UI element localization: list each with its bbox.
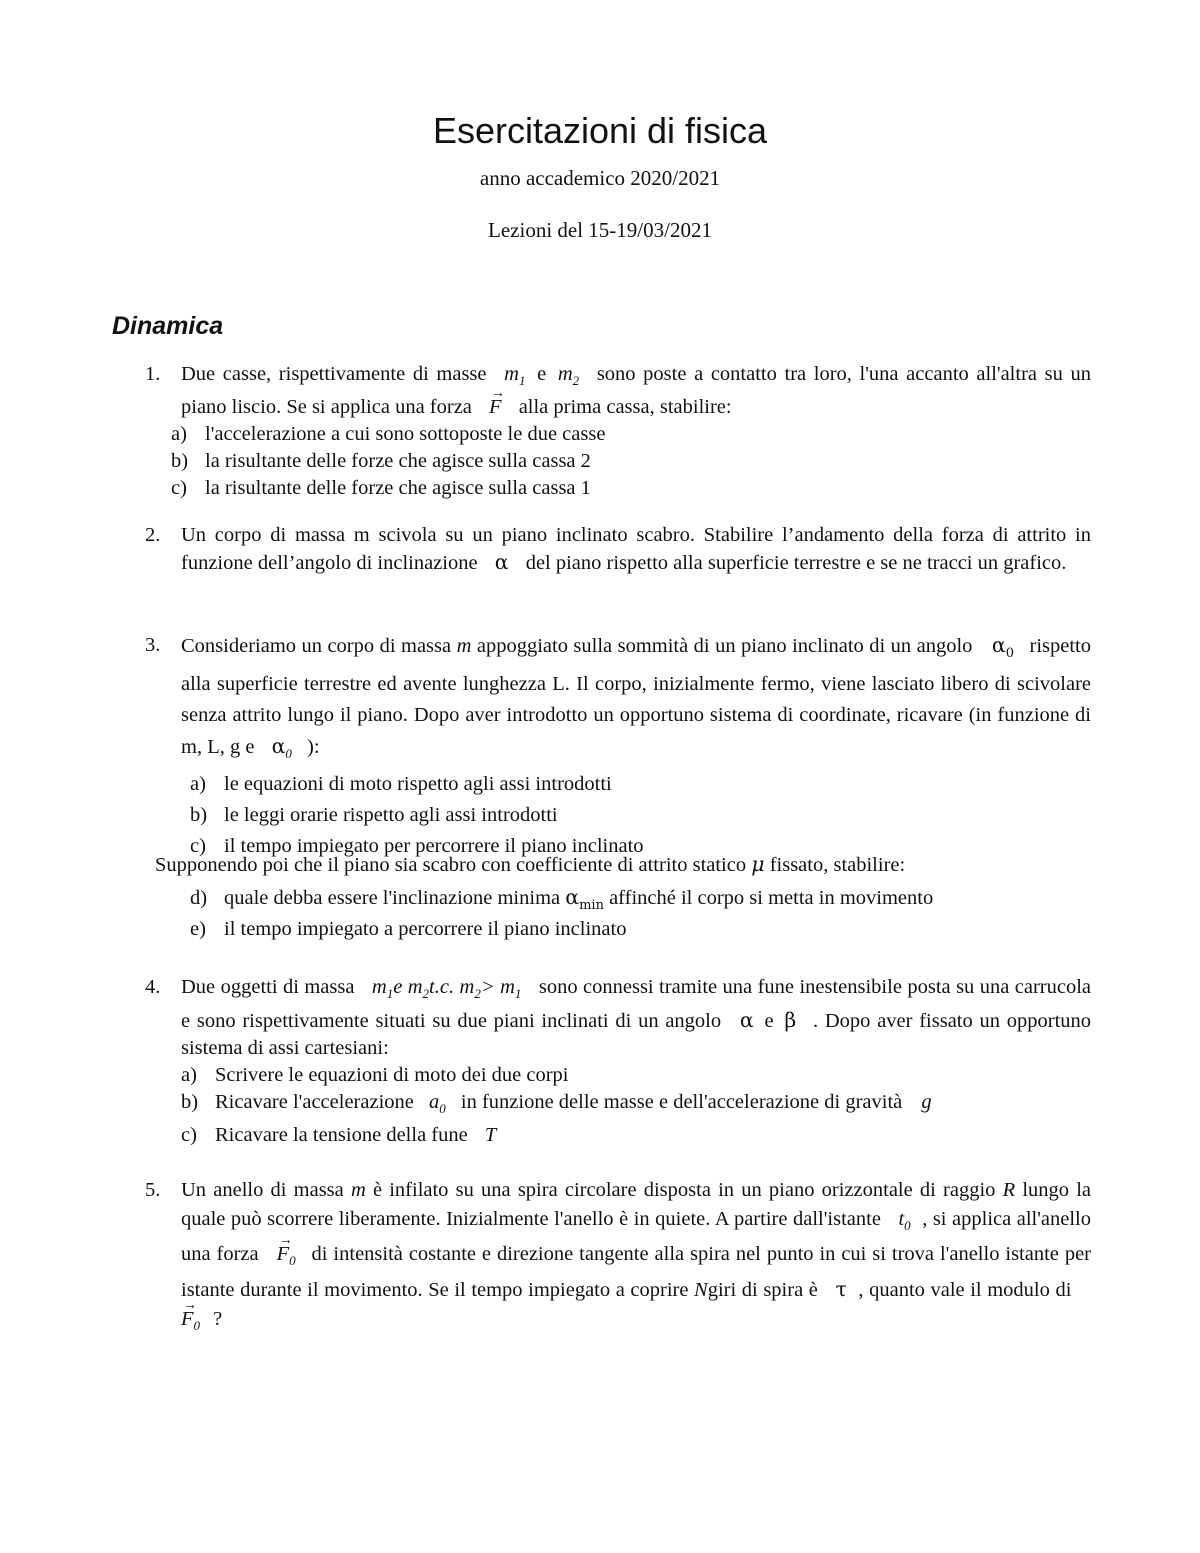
list-item: b) le leggi orarie rispetto agli assi introdotti	[190, 804, 558, 827]
symbol-m: m	[350, 1179, 366, 1201]
exercise-2	[145, 522, 1091, 577]
exercise-number: 5.	[145, 1179, 161, 1201]
list-item: b) la risultante delle forze che agisce sulla cassa 2	[171, 450, 591, 473]
mass-condition: $m_1e$ $m_2t.c$. $m_2> m_1$	[371, 976, 522, 1002]
symbol-T: T	[484, 1124, 497, 1147]
force-vector-F0: → $F_0$	[277, 1243, 296, 1265]
supposition-text: Supponendo poi che il piano sia scabro con coefficiente di attrito statico μ fissato, stabilire:	[155, 852, 906, 876]
symbol-mu: μ	[751, 852, 765, 876]
list-item: c) Ricavare la tensione della fune T	[181, 1124, 497, 1147]
exercise-number: 2.	[145, 524, 161, 546]
force-vector-F0: → $F_0$	[181, 1308, 200, 1330]
symbol-alpha0: $\alpha_0$	[991, 633, 1015, 662]
exercise-number: 3.	[145, 634, 161, 656]
symbol-tau: τ	[835, 1277, 847, 1302]
document-title: Esercitazioni di fisica	[432, 110, 768, 151]
exercise-5	[145, 1176, 1091, 1340]
exercise-text: Un corpo di massa m scivola su un piano inclinato scabro. Stabilire l’andamento della forza di attrito in funzione dell’angolo di inclinazione α del piano rispetto alla superficie terrestre e se ne tracci un grafico.	[181, 524, 1091, 574]
symbol-R: R	[1002, 1179, 1016, 1201]
list-item: c) il tempo impiegato per percorrere il piano inclinato	[190, 835, 644, 858]
exercise-text: Un anello di massa m è infilato su una spira circolare disposta in un piano orizzontale di raggio R lungo la quale può scorrere liberamente. Inizialmente l'anello è in quiete. A partire dall'istante $t_0$ , si applica all'anello una forza → $F_0$ di intensità costante e direzione tangente alla spira nel punto in cui si trova l'anello istante per istante durante il movimento. Se il tempo impiegato a coprire Ngiri di spira è τ , quanto vale il modulo di → $F_0$ ?	[181, 1176, 1091, 1340]
list-item: e) il tempo impiegato a percorrere il piano inclinato	[190, 918, 627, 940]
symbol-m1: $m_1$	[504, 363, 526, 389]
lesson-dates: Lezioni del 15-19/03/2021	[488, 218, 712, 242]
force-vector-F: → F	[489, 394, 502, 421]
list-item: a) l'accelerazione a cui sono sottoposte le due casse	[171, 423, 606, 446]
exercise-1	[145, 361, 1091, 502]
symbol-m2: $m_2$	[557, 363, 580, 389]
symbol-beta: β	[784, 1008, 797, 1033]
exercise-text: Consideriamo un corpo di massa m appoggiato sulla sommità di un piano inclinato di un angolo $\alpha_0$ rispetto alla superficie terrestre ed avente lunghezza L. Il corpo, inizialmente fermo, viene lasciato libero di scivolare senza attrito lungo il piano. Dopo aver introdotto un opportuno sistema di coordinate, ricavare (in funzione di m, L, g e $\alpha_0$ ):	[181, 633, 1091, 762]
symbol-g: g	[921, 1091, 932, 1114]
symbol-t0: $t_0$	[898, 1208, 911, 1234]
symbol-alpha: α	[494, 550, 509, 574]
symbol-N: N	[694, 1279, 708, 1302]
list-item: c) la risultante delle forze che agisce sulla cassa 1	[171, 477, 591, 500]
exercise-3	[145, 630, 1091, 862]
academic-year: anno accademico 2020/2021	[479, 166, 721, 190]
exercise-number: 4.	[145, 976, 161, 998]
exercise-4	[145, 974, 1091, 1149]
exercise-text: Due casse, rispettivamente di masse $m_1$ e $m_2$ sono poste a contatto tra loro, l'una accanto all'altra su un piano liscio. Se si applica una forza → F alla prima cassa, stabilire:	[181, 361, 1091, 421]
list-item: d) quale debba essere l'inclinazione minima $\alpha_{min}$ affinché il corpo si metta in movimento	[190, 885, 934, 914]
symbol-m: m	[456, 635, 472, 657]
exercise-text: Due oggetti di massa $m_1e$ $m_2t.c$. $m_2> m_1$ sono connessi tramite una fune inestensibile posta su una carrucola e sono rispettivamente situati su due piani inclinati di un angolo α e β . Dopo aver fissato un opportuno sistema di assi cartesiani:	[181, 976, 1092, 1060]
exercise-number: 1.	[145, 363, 161, 385]
list-item: b) Ricavare l'accelerazione $a_0$ in funzione delle masse e dell'accelerazione di gravità g	[181, 1091, 932, 1117]
section-title: Dinamica	[112, 312, 224, 340]
symbol-alpha-min: $\alpha_{min}$	[565, 885, 604, 914]
symbol-alpha0: $\alpha_0$	[271, 734, 292, 762]
list-item: a) Scrivere le equazioni di moto dei due corpi	[181, 1064, 569, 1087]
list-item: a) le equazioni di moto rispetto agli assi introdotti	[190, 773, 612, 796]
symbol-a0: $a_0$	[429, 1091, 446, 1117]
symbol-alpha: α	[739, 1008, 754, 1033]
